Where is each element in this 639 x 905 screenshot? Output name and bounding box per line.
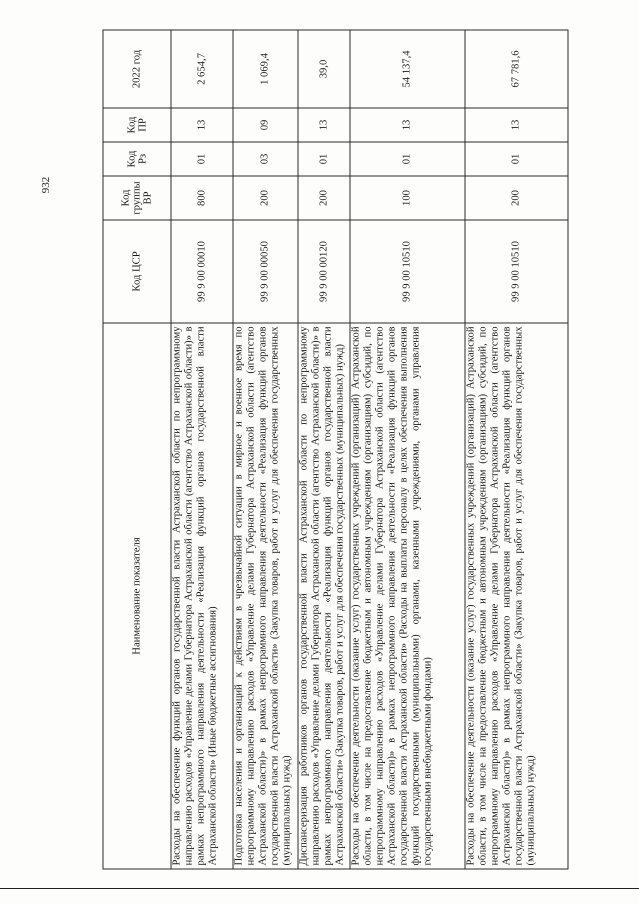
cell-vr: 200 [233,176,297,220]
page-number [40,165,52,205]
cell-rz: 03 [233,142,297,176]
cell-vr: 200 [298,176,350,220]
budget-table [103,30,569,870]
cell-name: Диспансеризация работников органов государственной власти Астраханской области по непрограммному направлению расходов «Управление делами Губернатора Астраханской области (агентство Астраханской области)» в рамках непрограммного направления деятельности «Реализация функций органов государственной власти Астраханской области» (Закупка товаров, работ и услуг для обеспечения государственных (муниципальных) нужд) [298,323,350,869]
cell-rz: 01 [465,142,568,176]
table-row [171,30,233,869]
header-rz: Код Рз [103,142,171,176]
cell-name: Расходы на обеспечение деятельности (оказание услуг) государственных учреждений (организаций) Астраханской области, в том числе на предоставление бюджетным и автономным учреждениям (организациям) субсидий, по непрограммному направлению расходов «Управление делами Губернатора Астраханской области (агентство Астраханской области)» в рамках непрограммного направления деятельности «Реализация функций органов государственной власти Астраханской области» (Расходы на выплаты персоналу в целях обеспечения выполнения функций государственными (муниципальными) органами, казенными учреждениями, органами управления государственными внебюджетными фондами) [350,323,465,869]
table-header-row [103,30,171,869]
header-vr: Код группы ВР [103,176,171,220]
cell-vr: 200 [465,176,568,220]
cell-name: Расходы на обеспечение функций органов государственной власти Астраханской области по непрограммному направлению расходов «Управление делами Губернатора Астраханской области (агентство Астраханской области)» в рамках непрограммного направления деятельности «Реализация функций органов государственной власти Астраханской области» (Иные бюджетные ассигнования) [171,323,233,869]
cell-pr: 13 [171,108,233,142]
cell-year: 54 137,4 [350,30,465,108]
cell-rz: 01 [298,142,350,176]
cell-name: Расходы на обеспечение деятельности (оказание услуг) государственных учреждений (организаций) Астраханской области, в том числе на предоставление бюджетным и автономным учреждениям (организациям) субсидий, по непрограммному направлению расходов «Управление делами Губернатора Астраханской области (агентство Астраханской области)» в рамках непрограммного направления деятельности «Реализация функций органов государственной власти Астраханской области» (Закупка товаров, работ и услуг для обеспечения государственных (муниципальных) нужд) [465,323,568,869]
cell-vr: 100 [350,176,465,220]
header-pr: Код ПР [103,108,171,142]
table-row [465,30,568,869]
cell-year: 1 069,4 [233,30,297,108]
page-number-text: 932 [40,176,52,194]
cell-pr: 13 [465,108,568,142]
table-row [233,30,297,869]
cell-year: 2 654,7 [171,30,233,108]
cell-csr: 99 9 00 00120 [298,220,350,323]
cell-csr: 99 9 00 10510 [465,220,568,323]
bottom-rule [0,888,639,889]
cell-pr: 13 [350,108,465,142]
header-csr: Код ЦСР [103,220,171,323]
cell-rz: 01 [350,142,465,176]
cell-name: Подготовка населения и организаций к действиям в чрезвычайной ситуации в мирное и военное время по непрограммному направлению расходов «Управление делами Губернатора Астраханской области (агентство Астраханской области)» в рамках непрограммного направления деятельности «Реализация функций органов государственной власти Астраханской области» (Закупка товаров, работ и услуг для обеспечения государственных (муниципальных) нужд) [233,323,297,869]
cell-rz: 01 [171,142,233,176]
header-name: Наименование показателя [103,323,171,869]
table-row [350,30,465,869]
cell-csr: 99 9 00 10510 [350,220,465,323]
header-year: 2022 год [103,30,171,108]
cell-pr: 09 [233,108,297,142]
cell-csr: 99 9 00 00050 [233,220,297,323]
table-row [298,30,350,869]
cell-year: 39,0 [298,30,350,108]
cell-pr: 13 [298,108,350,142]
rotated-table-container [103,31,569,870]
cell-year: 67 781,6 [465,30,568,108]
cell-vr: 800 [171,176,233,220]
cell-csr: 99 9 00 00010 [171,220,233,323]
